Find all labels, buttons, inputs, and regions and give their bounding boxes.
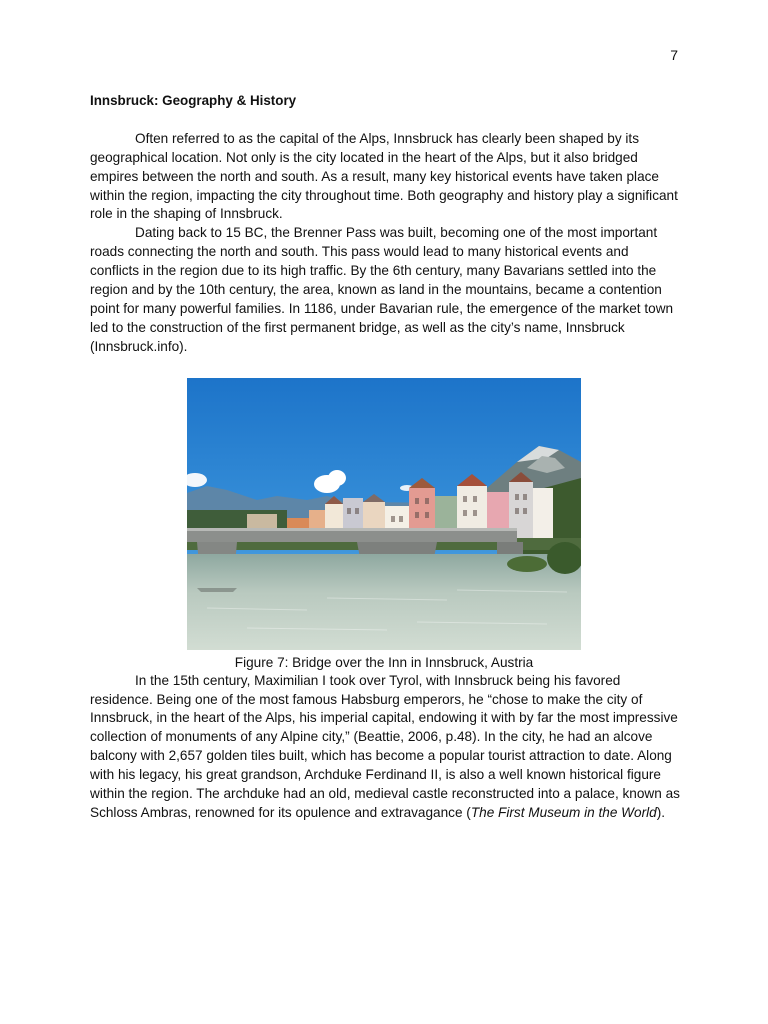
paragraph-geography: Often referred to as the capital of the Alps, Innsbruck has clearly been shaped by its geographical location. Not only is the city located in the heart of the Alps, but it also bridged empires between the north and south. As a result, many key historical events have taken place within the region, impacting the city throughout time. Both geography and history play a significant role in the shaping of Innsbruck. (90, 130, 678, 222)
museum-title-italic: The First Museum in the World (470, 805, 657, 821)
paragraph-maximilian (90, 672, 680, 823)
document-body (90, 92, 680, 823)
page-number: 7 (670, 47, 678, 63)
paragraph-maximilian-text: In the 15th century, Maximilian I took over Tyrol, with Innsbruck being his favored residence. Being one of the most famous Habsburg emperors, he “chose to make the city of Innsbruck, in the heart of the Alps, his imperial capital, endowing it with by far the most impressive collection of monuments of any Alpine city,” (Beattie, 2006, p.48). In the city, he had an alcove balcony with 2,657 golden tiles built, which has become a popular tourist attraction to date. Along with his legacy, his great grandson, Archduke Ferdinand II, is also a well known historical figure within the region. The archduke had an old, medieval castle reconstructed into a palace, known as Schloss Ambras, renowned for its opulence and extravagance ( (90, 672, 680, 821)
section-heading: Innsbruck: Geography & History (90, 93, 297, 108)
figure-caption: Figure 7: Bridge over the Inn in Innsbruck, Austria (234, 654, 534, 670)
paragraph-brenner-pass: Dating back to 15 BC, the Brenner Pass was built, becoming one of the most important roads connecting the north and south. This pass would lead to many historical events and conflicts in the region due to its high traffic. By the 6th century, many Bavarians settled into the region and by the 10th century, the area, known as land in the mountains, became a contention point for many powerful families. In 1186, under Bavarian rule, the emergence of the market town led to the construction of the first permanent bridge, as well as the city’s name, Innsbruck (Innsbruck.info). (90, 225, 674, 354)
figure (187, 378, 581, 672)
bridge-photo (187, 378, 581, 650)
paragraph-maximilian-end: ). (656, 805, 665, 821)
